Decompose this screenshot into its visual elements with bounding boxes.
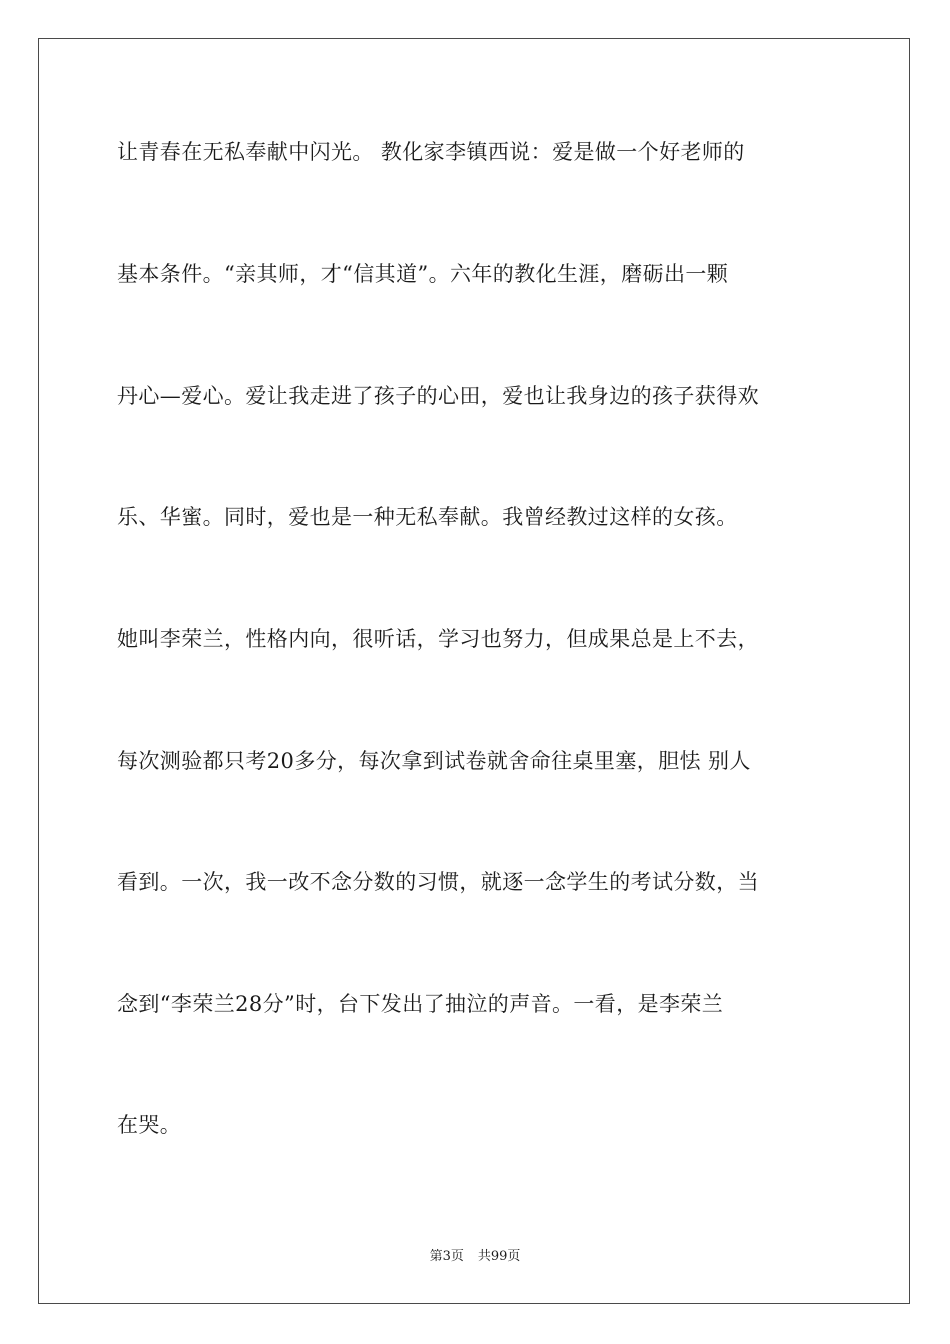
text-line-1: 让青春在无私奉献中闪光。 教化家李镇西说：爱是做一个好老师的 — [117, 140, 745, 164]
text-line-3: 丹心—爱心。爱让我走进了孩子的心田，爱也让我身边的孩子获得欢 — [117, 384, 759, 408]
text-line-8: 念到“李荣兰28分”时，台下发出了抽泣的声音。一看，是李荣兰 — [117, 992, 724, 1016]
page-total: 共99页 — [477, 1249, 521, 1264]
text-line-7: 看到。一次，我一改不念分数的习惯，就逐一念学生的考试分数，当 — [117, 870, 759, 894]
text-line-4: 乐、华蜜。同时，爱也是一种无私奉献。我曾经教过这样的女孩。 — [117, 505, 738, 529]
text-line-9: 在哭。 — [117, 1113, 182, 1137]
text-line-5: 她叫李荣兰，性格内向，很听话，学习也努力，但成果总是上不去， — [117, 627, 759, 651]
page-number: 第3页 — [429, 1249, 464, 1264]
text-line-2: 基本条件。“亲其师，才“信其道”。六年的教化生涯，磨砺出一颗 — [117, 262, 729, 286]
page-footer — [0, 1248, 950, 1266]
text-line-6: 每次测验都只考20多分，每次拿到试卷就舍命往桌里塞，胆怯 别人 — [117, 749, 751, 773]
